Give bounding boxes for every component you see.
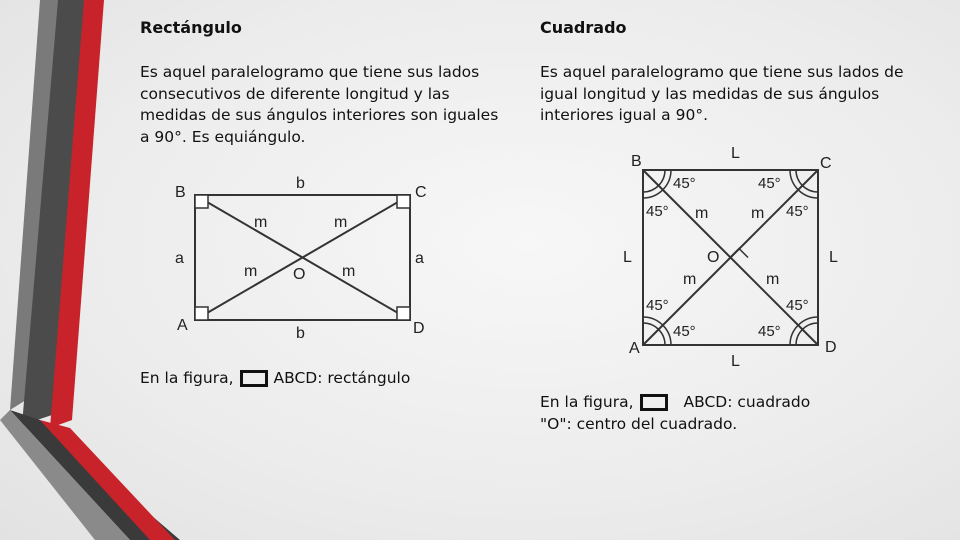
label-L-right: L xyxy=(829,249,838,266)
rectangle-description: Es aquel paralelogramo que tiene sus lados consecutivos de diferente longitud y las medidas de sus ángulos interiores son iguales a 90°. Es equiángulo. xyxy=(140,63,499,146)
square-caption-line1 xyxy=(540,392,810,414)
label-b-top: b xyxy=(296,175,305,192)
label-L-bottom: L xyxy=(731,353,740,370)
label-a-left: a xyxy=(175,250,184,267)
angle-label: 45° xyxy=(758,323,781,340)
caption-prefix: En la figura, xyxy=(540,393,634,411)
label-m3: m xyxy=(244,263,258,280)
square-symbol-icon xyxy=(640,394,668,411)
label-C: C xyxy=(415,184,427,201)
label-m2: m xyxy=(751,205,765,222)
rectangle-heading: Rectángulo xyxy=(140,18,242,37)
angle-label: 45° xyxy=(646,203,669,220)
caption-suffix: ABCD: rectángulo xyxy=(273,369,411,387)
label-b-bottom: b xyxy=(296,325,305,342)
label-m3: m xyxy=(683,271,697,288)
label-m4: m xyxy=(342,263,356,280)
label-a-right: a xyxy=(415,250,424,267)
rectangle-caption xyxy=(140,368,410,390)
label-C: C xyxy=(820,155,832,172)
rectangle-symbol-icon xyxy=(240,370,268,387)
square-heading: Cuadrado xyxy=(540,18,627,37)
label-m4: m xyxy=(766,271,780,288)
square-description: Es aquel paralelogramo que tiene sus lados de igual longitud y las medidas de sus ángulos interiores igual a 90°. xyxy=(540,63,904,124)
angle-label: 45° xyxy=(646,297,669,314)
label-m1: m xyxy=(254,214,268,231)
angle-label: 45° xyxy=(786,203,809,220)
label-B: B xyxy=(631,153,642,170)
square-figure xyxy=(615,140,845,370)
label-B: B xyxy=(175,184,186,201)
label-D: D xyxy=(825,339,837,356)
label-A: A xyxy=(177,317,188,334)
angle-label: 45° xyxy=(758,175,781,192)
label-O: O xyxy=(293,266,306,283)
label-m2: m xyxy=(334,214,348,231)
rectangle-figure xyxy=(165,170,435,345)
caption-suffix: ABCD: cuadrado xyxy=(683,393,811,411)
label-L-top: L xyxy=(731,145,740,162)
label-A: A xyxy=(629,340,640,357)
label-D: D xyxy=(413,320,425,337)
label-O: O xyxy=(707,249,720,266)
caption-prefix: En la figura, xyxy=(140,369,234,387)
label-m1: m xyxy=(695,205,709,222)
angle-label: 45° xyxy=(673,323,696,340)
square-caption-line2: "O": centro del cuadrado. xyxy=(540,415,738,433)
label-L-left: L xyxy=(623,249,632,266)
angle-label: 45° xyxy=(673,175,696,192)
angle-label: 45° xyxy=(786,297,809,314)
